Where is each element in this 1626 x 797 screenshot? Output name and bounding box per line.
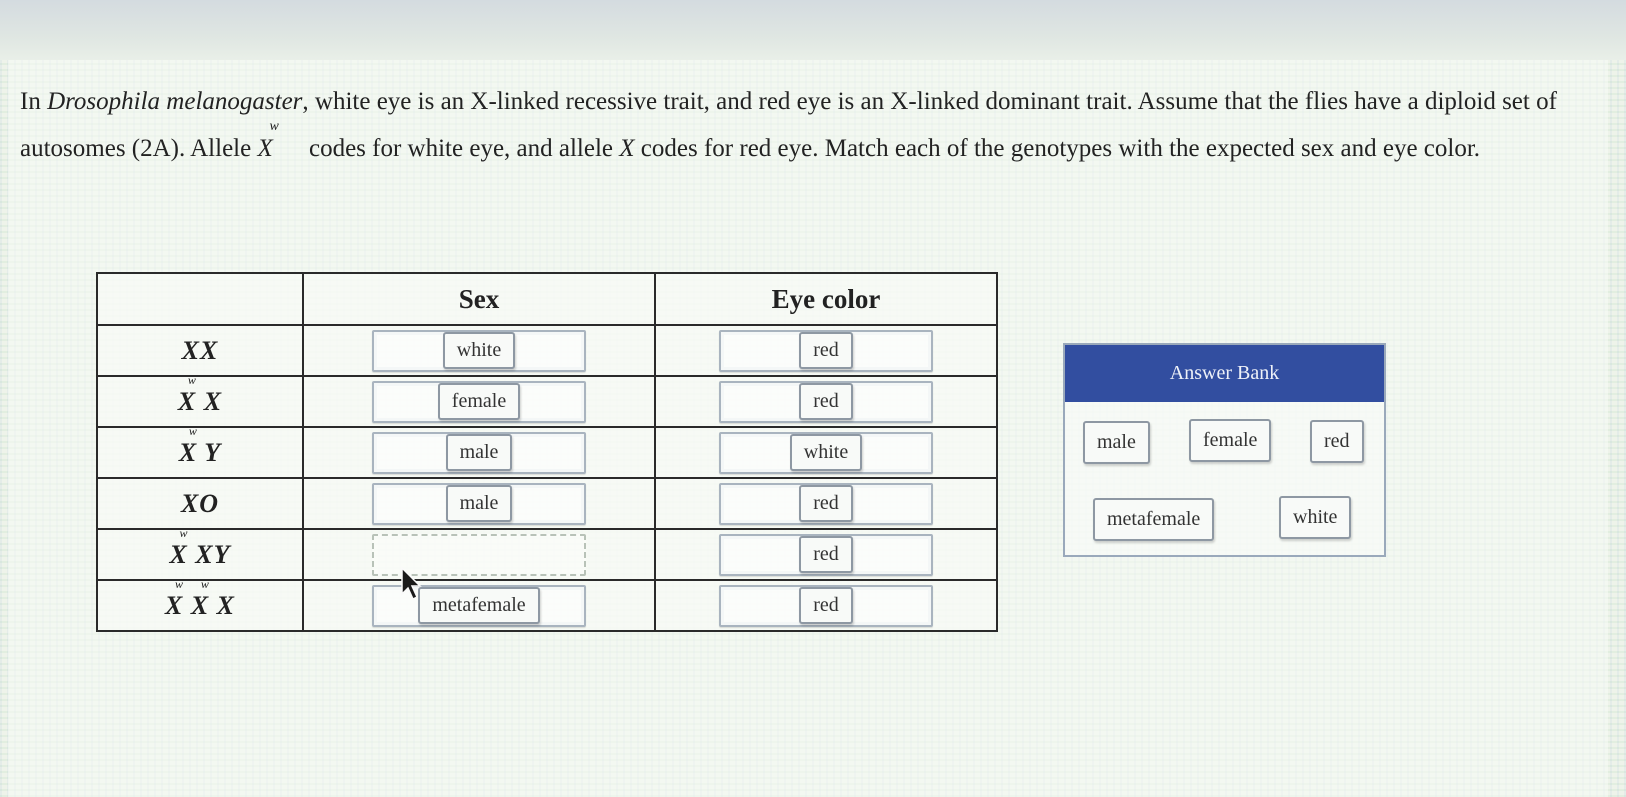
allele2-symbol: X xyxy=(619,135,635,162)
sex-cell xyxy=(303,427,655,478)
answer-bank xyxy=(1063,343,1386,557)
eye-color-cell xyxy=(655,325,997,376)
answer-bank-title: Answer Bank xyxy=(1065,345,1384,402)
eye-color-answer-chip[interactable]: red xyxy=(799,485,853,522)
eye-color-drop-zone[interactable] xyxy=(719,483,933,525)
w-superscript: w xyxy=(188,423,198,438)
eye-color-answer-chip[interactable]: red xyxy=(799,383,853,420)
sex-drop-zone[interactable] xyxy=(372,483,586,525)
table-row xyxy=(97,325,997,376)
question-text xyxy=(20,78,1580,172)
sex-answer-chip[interactable]: metafemale xyxy=(418,587,539,624)
top-band xyxy=(0,0,1626,60)
genotype-char: X xyxy=(203,386,223,416)
w-superscript: w xyxy=(174,576,184,591)
sex-cell xyxy=(303,478,655,529)
eye-color-drop-zone[interactable] xyxy=(719,585,933,627)
w-superscript: w xyxy=(200,576,210,591)
eye-color-cell xyxy=(655,580,997,631)
sex-answer-chip[interactable]: male xyxy=(446,434,513,471)
header-genotype xyxy=(97,273,303,325)
table-row xyxy=(97,478,997,529)
eye-color-drop-zone[interactable] xyxy=(719,330,933,372)
bank-chip-white[interactable]: white xyxy=(1279,496,1351,539)
genotype-char: X xyxy=(216,590,236,620)
question-part3: codes for white eye, and allele xyxy=(302,135,620,162)
genotype-char: X w xyxy=(164,576,184,620)
genotype-char: X w xyxy=(190,576,210,620)
genotype-cell xyxy=(97,576,303,631)
sex-cell xyxy=(303,376,655,427)
mouse-cursor-icon xyxy=(400,566,422,602)
allele-xw xyxy=(257,119,279,172)
sex-answer-chip[interactable]: white xyxy=(443,332,515,369)
eye-color-answer-chip[interactable]: red xyxy=(799,536,853,573)
question-part4: codes for red eye. Match each of the genotypes with the expected sex and eye color. xyxy=(634,135,1481,162)
genotype-cell xyxy=(97,423,303,478)
genotype-char: X w xyxy=(177,372,197,416)
genotype-char: Y xyxy=(213,539,231,569)
sex-cell xyxy=(303,529,655,580)
genotype-label xyxy=(164,576,236,621)
eye-color-drop-zone[interactable] xyxy=(719,534,933,576)
genotype-label: XX xyxy=(181,335,219,365)
genotype-char: X w xyxy=(169,525,189,569)
genotype-char xyxy=(196,387,204,416)
sex-answer-chip[interactable]: male xyxy=(446,485,513,522)
table-row xyxy=(97,427,997,478)
bank-chip-male[interactable]: male xyxy=(1083,421,1150,464)
sex-cell xyxy=(303,580,655,631)
genotype-char xyxy=(209,591,217,620)
allele-superscript: w xyxy=(269,119,279,134)
genotype-label: XO xyxy=(180,488,220,518)
genotype-cell xyxy=(97,325,303,376)
eye-color-cell xyxy=(655,478,997,529)
header-sex: Sex xyxy=(303,273,655,325)
table-header-row xyxy=(97,273,997,325)
eye-color-answer-chip[interactable]: white xyxy=(790,434,862,471)
eye-color-cell xyxy=(655,376,997,427)
genotype-table xyxy=(96,272,998,632)
sex-drop-zone[interactable] xyxy=(372,432,586,474)
genotype-char: Y xyxy=(204,437,222,467)
w-superscript: w xyxy=(179,525,189,540)
eye-color-answer-chip[interactable]: red xyxy=(799,587,853,624)
sex-answer-chip[interactable]: female xyxy=(438,383,520,420)
genotype-label xyxy=(177,372,223,417)
table-row xyxy=(97,376,997,427)
species-name: Drosophila melanogaster xyxy=(47,88,303,115)
genotype-label xyxy=(178,423,222,468)
genotype-cell xyxy=(97,525,303,580)
table-row xyxy=(97,580,997,631)
bank-chip-metafemale[interactable]: metafemale xyxy=(1093,498,1214,541)
w-superscript: w xyxy=(187,372,197,387)
eye-color-drop-zone[interactable] xyxy=(719,381,933,423)
question-part2: , white eye is an X-linked recessive trait, and red eye is an X-linked dominant trait. Assume that the flies have a diploid set of autosomes (2A). Allele xyxy=(20,88,1557,162)
eye-color-drop-zone[interactable] xyxy=(719,432,933,474)
sex-cell xyxy=(303,325,655,376)
sex-drop-zone[interactable] xyxy=(372,330,586,372)
eye-color-cell xyxy=(655,529,997,580)
genotype-char: X xyxy=(195,539,214,569)
bank-chip-female[interactable]: female xyxy=(1189,419,1271,462)
genotype-cell xyxy=(97,478,303,529)
eye-color-answer-chip[interactable]: red xyxy=(799,332,853,369)
header-eye-color: Eye color xyxy=(655,273,997,325)
table-row xyxy=(97,529,997,580)
sex-drop-zone[interactable] xyxy=(372,381,586,423)
genotype-label xyxy=(169,525,231,570)
question-part1: In xyxy=(20,88,48,115)
bank-chip-red[interactable]: red xyxy=(1310,420,1364,463)
genotype-cell xyxy=(97,372,303,427)
genotype-char: X w xyxy=(178,423,198,467)
genotype-char xyxy=(183,591,191,620)
table-body xyxy=(97,325,997,631)
allele-symbol: X xyxy=(257,135,273,162)
eye-color-cell xyxy=(655,427,997,478)
